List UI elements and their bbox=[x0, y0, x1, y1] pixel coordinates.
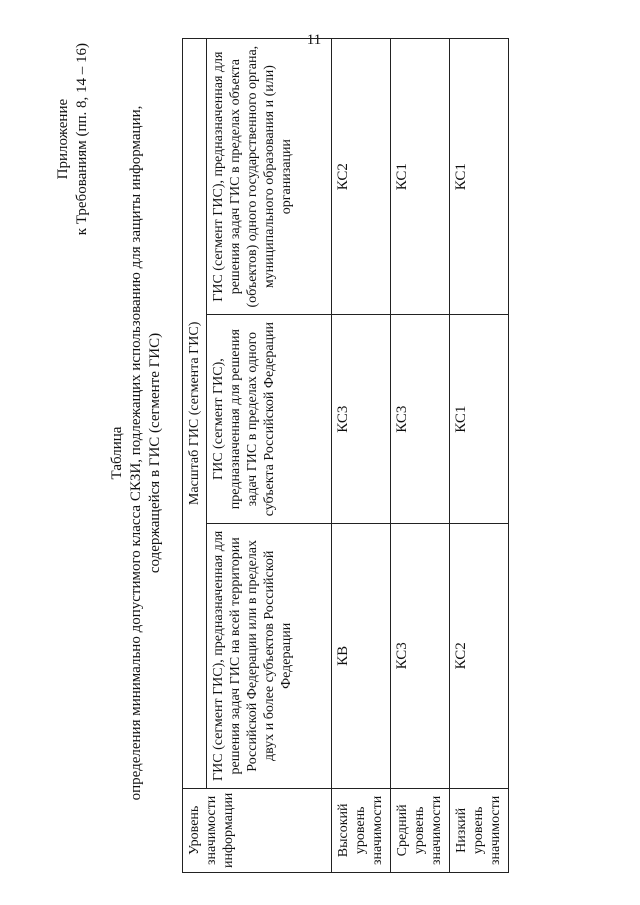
class-cell: КС2 bbox=[332, 39, 391, 315]
class-cell: КС1 bbox=[450, 315, 509, 524]
class-cell: КВ bbox=[332, 524, 391, 789]
class-cell: КС3 bbox=[332, 315, 391, 524]
table-row bbox=[332, 39, 391, 873]
class-cell: КС3 bbox=[391, 315, 450, 524]
caption-line-1: определения минимально допустимого класса СКЗИ, подлежащих использованию для защиты информации, bbox=[128, 105, 144, 801]
header-row-1 bbox=[183, 39, 207, 873]
class-cell: КС3 bbox=[391, 524, 450, 789]
caption-line-2: содержащейся в ГИС (сегменте ГИС) bbox=[147, 332, 163, 574]
table-title: Таблица bbox=[109, 426, 125, 480]
appendix-line-2: к Требованиям (пп. 8, 14 – 16) bbox=[74, 43, 90, 236]
level-cell: Низкий уровень значимости bbox=[450, 788, 509, 872]
level-header: Уровень значимости информации bbox=[183, 788, 332, 872]
column-header-regional: ГИС (сегмент ГИС), предназначенная для решения задач ГИС в пределах одного субъекта Российской Федерации bbox=[207, 315, 332, 524]
level-cell: Средний уровень значимости bbox=[391, 788, 450, 872]
column-header-local: ГИС (сегмент ГИС), предназначенная для решения задач ГИС в пределах объекта (объектов) одного государственного органа, муниципального образования и (или) организации bbox=[207, 39, 332, 315]
class-cell: КС1 bbox=[391, 39, 450, 315]
appendix-line-1: Приложение bbox=[55, 98, 71, 180]
scale-header: Масштаб ГИС (сегмента ГИС) bbox=[183, 39, 207, 789]
requirements-table bbox=[182, 38, 509, 873]
table-caption bbox=[108, 23, 165, 883]
rotated-content bbox=[40, 23, 600, 883]
page-number: 11 bbox=[306, 32, 322, 48]
header-row-2 bbox=[207, 39, 332, 873]
level-cell: Высокий уровень значимости bbox=[332, 788, 391, 872]
appendix-note bbox=[54, 43, 92, 235]
class-cell: КС2 bbox=[450, 524, 509, 789]
table-row bbox=[450, 39, 509, 873]
class-cell: КС1 bbox=[450, 39, 509, 315]
column-header-federal: ГИС (сегмент ГИС), предназначенная для решения задач ГИС на всей территории Российской Федерации или в пределах двух и более субъектов Российской Федерации bbox=[207, 524, 332, 789]
table-row bbox=[391, 39, 450, 873]
